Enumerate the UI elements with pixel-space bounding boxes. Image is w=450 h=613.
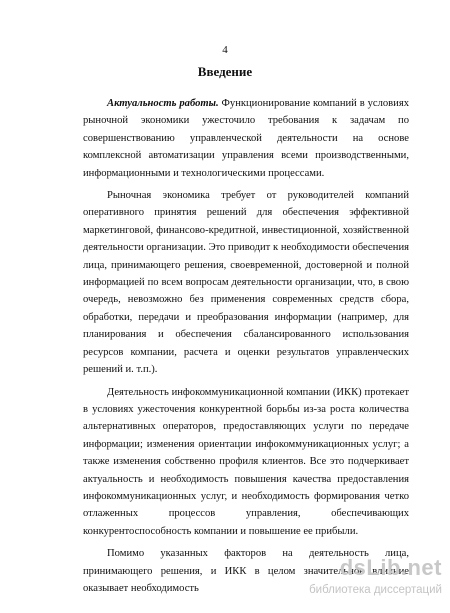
paragraph-market-economy: Рыночная экономика требует от руководителей компаний оперативного принятия решений для обеспечения эффективной маркетинговой, финансово-кредитной, инвестиционной, хозяйственной деятельности организации. Это приводит к необходимости обеспечения лица, принимающего решения, своевременной, достоверной и полной информацией по всем вопросам деятельности организации, что, в свою очередь, невозможно без применения современных средств сбора, обработки, передачи и преобразования информации (например, для планирования и обеспечения сбалансированного использования ресурсов компании, расчета и оценки результатов управленческих решений и. т.п.). xyxy=(83,190,409,376)
paragraph-ikk-activity: Деятельность инфокоммуникационной компании (ИКК) протекает в условиях ужесточения конкурентной борьбы из-за роста количества альтернативных операторов, предоставляющих услуги по передаче информации; изменения ориентации инфокоммуникационных услуг; а также изменения собственно профиля клиентов. Все это подчеркивает актуальность и необходимость повышения качества предоставления инфокоммуникационных услуг, и необходимость формирования четко отлаженных процессов управления, обеспечивающих конкурентоспособность компании и повышение ее прибыли. xyxy=(83,386,409,537)
paragraph-text: Функционирование компаний в условиях рыночной экономики ужесточило требования к задачам по совершенствованию управленческой деятельности на основе комплексной автоматизации управления всеми производственными, информационными и технологическими процессами. xyxy=(83,98,409,179)
page-number: 4 xyxy=(222,44,228,56)
paragraph-factors: Помимо указанных факторов на деятельность лица, принимающего решения, и ИКК в целом значительное влияние оказывает необходимость xyxy=(83,548,409,594)
paragraph-lead: Актуальность работы. xyxy=(107,98,219,109)
watermark-logo: dsLib.net xyxy=(339,555,442,580)
watermark-caption: библиотека диссертаций xyxy=(309,584,442,596)
site-watermark xyxy=(310,555,442,605)
section-heading: Введение xyxy=(197,64,253,79)
body-text xyxy=(83,95,409,602)
paragraph-relevance xyxy=(83,95,409,182)
